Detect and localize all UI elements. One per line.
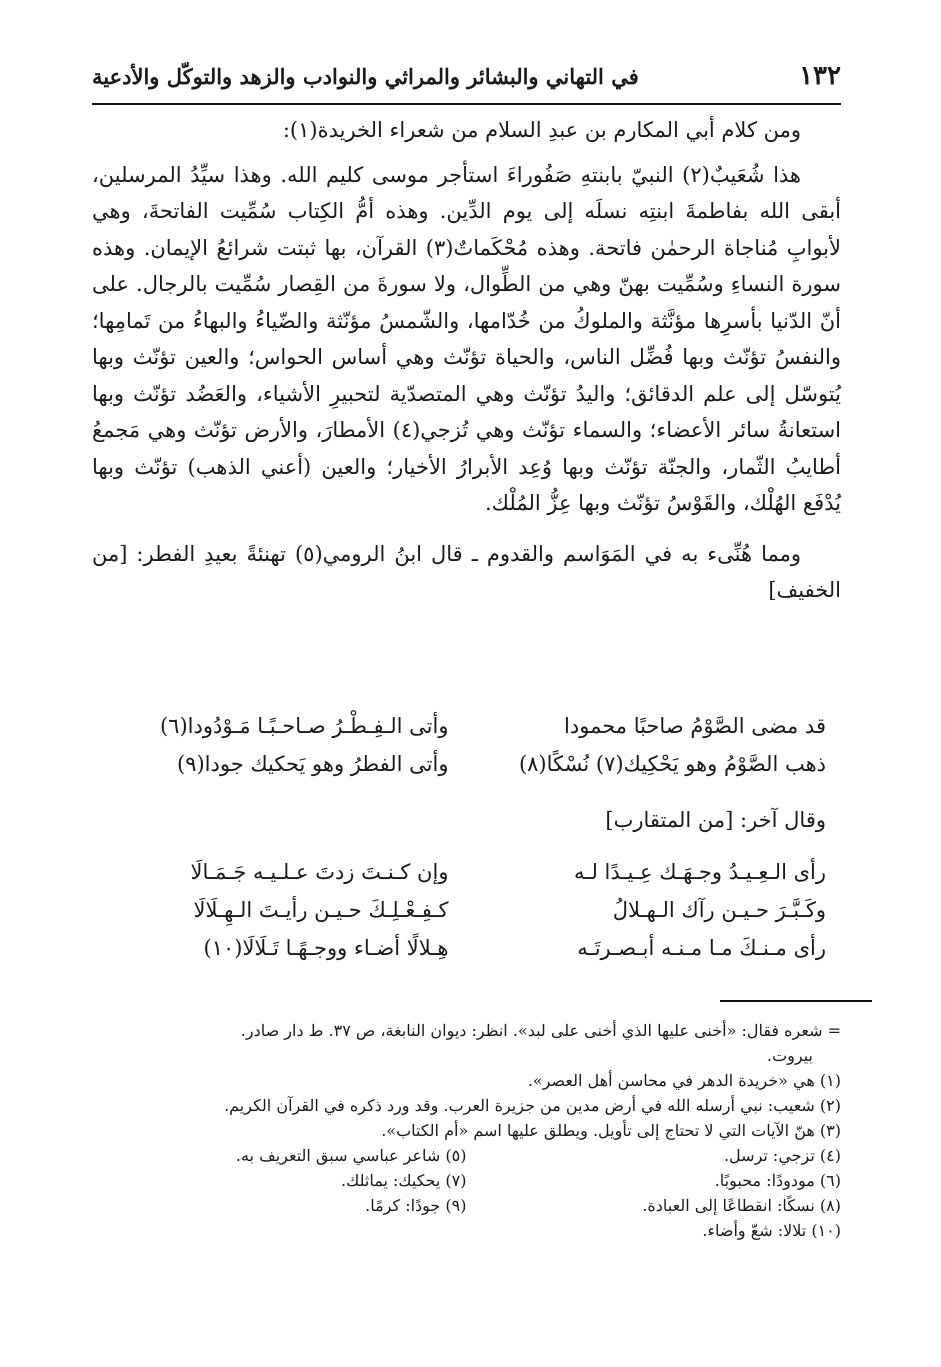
poem-2-intro: [100, 801, 826, 839]
hemistich-left: وأتى الـفِـطْـرُ صـاحـبًـا مَـوْدُودا(٦): [159, 714, 449, 738]
hemistich-left: وأتى الفطرُ وهو يَحكيك جودا(٩): [176, 752, 449, 776]
header-rule: [92, 103, 841, 105]
footnote-10: (١٠) تلالا: شعّ وأضاء.: [702, 1221, 841, 1240]
footnote-9: (٩) جودًا: كرمًا.: [365, 1196, 467, 1215]
hemistich-left: وإن كـنـتَ زدتَ عـلـيـه جَـمَـالَا: [190, 860, 449, 884]
main-paragraph: هذا شُعَيبٌ(٢) النبيّ بابنتهِ صَفُوراءَ استأجر موسى كليم الله. وهذا سيِّدُ المرسلين، أبقى الله بفاطمةَ ابنتِه نسلَه إلى يوم الدِّين. وهذه أمُّ الكِتاب سُمِّيت الفاتحةَ، وهي لأبوابِ مُناجاة الرحمٰن فاتحة. وهذه مُحْكَماتٌ(٣) القرآن، بها ثبتت شرائعُ الإيمان. وهذه سورة النساءِ وسُمِّيت بهنّ وهي من الطِّوال، ولا سورةَ من القِصار سُمِّيت بالرجال. على أنّ الدّنيا بأسرِها مؤنَّثة والملوكُ من خُدّامها، والشّمسُ مؤنّثة والضّياءُ والبهاءُ من تَمامِها؛ والنفسُ تؤنّث وبها فُضِّل الناس، والحياة تؤنّث وهي أساس الحواس؛ والعين تؤنّث وبها يُتوسّل إلى علم الدقائق؛ واليدُ تؤنّث وهي المتصدّية لتحبيرِ الأشياء، والعَضُد تؤنّث وبها استعانةُ سائر الأعضاء؛ والسماء تؤنّث وهي تُزجي(٤) الأمطارَ، والأرض تؤنّث وهي مَجمعُ أطايبُ الثّمار، والجنّة تؤنّث وبها وُعِد الأبرارُ الأخيار؛ والعين (أعني الذهب) تؤنّث وبها يُدْفَع الهُلْك، والقَوْسُ تؤنّث وبها عِزُّ المُلْك.: [92, 162, 842, 515]
verse-line: [100, 929, 826, 967]
hemistich-left: هِـلالًا أضـاء ووجـهًـا تَـلَالَا(١٠): [203, 936, 449, 960]
intro-line: ومن كلام أبي المكارم بن عبدِ السلام من شعراء الخريدة(١):: [282, 118, 801, 142]
footnotes: [92, 1018, 841, 1243]
footnote-4: (٤) تزجي: ترسل.: [723, 1146, 841, 1165]
verse-line: [100, 891, 826, 929]
footnote-7: (٧) يحكيك: يماثلك.: [341, 1171, 467, 1190]
poem-intro-paragraph: ومما هُنِّىء به في المَوَاسم والقدوم ـ قال ابنُ الرومي(٥) تهنئةً بعيدِ الفطر: [من الخفيف]: [92, 541, 841, 602]
footnote-6: (٦) مودودًا: محبوبًا.: [714, 1171, 841, 1190]
poem-2-intro-text: وقال آخر: [من المتقارب]: [605, 808, 826, 832]
hemistich-right: ذهب الصَّوْمُ وهو يَحْكِيك(٧) نُسْكًا(٨): [518, 752, 826, 776]
verse-line: [100, 707, 826, 745]
page-header: [92, 55, 841, 97]
verse-line: [100, 745, 826, 783]
verse-line: [100, 853, 826, 891]
poem-2: [100, 853, 826, 967]
footnote-5: (٥) شاعر عباسي سبق التعريف به.: [235, 1146, 467, 1165]
page-number: ١٣٢: [799, 61, 841, 91]
footnote-3: (٣) هنّ الآيات التي لا تحتاج إلى تأويل. ويطلق عليها اسم «أم الكتاب».: [381, 1121, 841, 1140]
footnote-8: (٨) نسكًا: انقطاعًا إلى العبادة.: [642, 1196, 841, 1215]
hemistich-right: رأى الـعِـيـدُ وجـهَـك عِـيـدًا لـه: [574, 860, 826, 884]
footnote-2: (٢) شعيب: نبي أرسله الله في أرض مدين من جزيرة العرب. وقد ورد ذكره في القرآن الكريم.: [224, 1096, 841, 1115]
footnote-continuation: = شعره فقال: «أخنى عليها الذي أخنى على لبد». انظر: ديوان النابغة، ص ٣٧. ط دار صادر.: [240, 1021, 841, 1040]
hemistich-left: كـفِـعْـلِـكَ حـيـن رأيـتَ الـهِـلَالَا: [193, 898, 449, 922]
poem-1: [100, 707, 826, 783]
main-text: [92, 112, 841, 609]
footnote-1: (١) هي «خريدة الدهر في محاسن أهل العصر».: [527, 1071, 841, 1090]
hemistich-right: وكَـبَّـرَ حـيـن رآك الـهـلالُ: [612, 898, 826, 922]
running-title: في التهاني والبشائر والمراثي والنوادب والزهد والتوكّل والأدعية: [92, 63, 639, 89]
hemistich-right: قد مضى الصَّوْمُ صاحبًا محمودا: [564, 714, 826, 738]
hemistich-right: رأى مـنـكَ مـا مـنـه أبـصـرتَـه: [577, 936, 826, 960]
footnote-separator: [720, 1000, 872, 1002]
footnote-continuation-2: بيروت.: [767, 1046, 813, 1065]
